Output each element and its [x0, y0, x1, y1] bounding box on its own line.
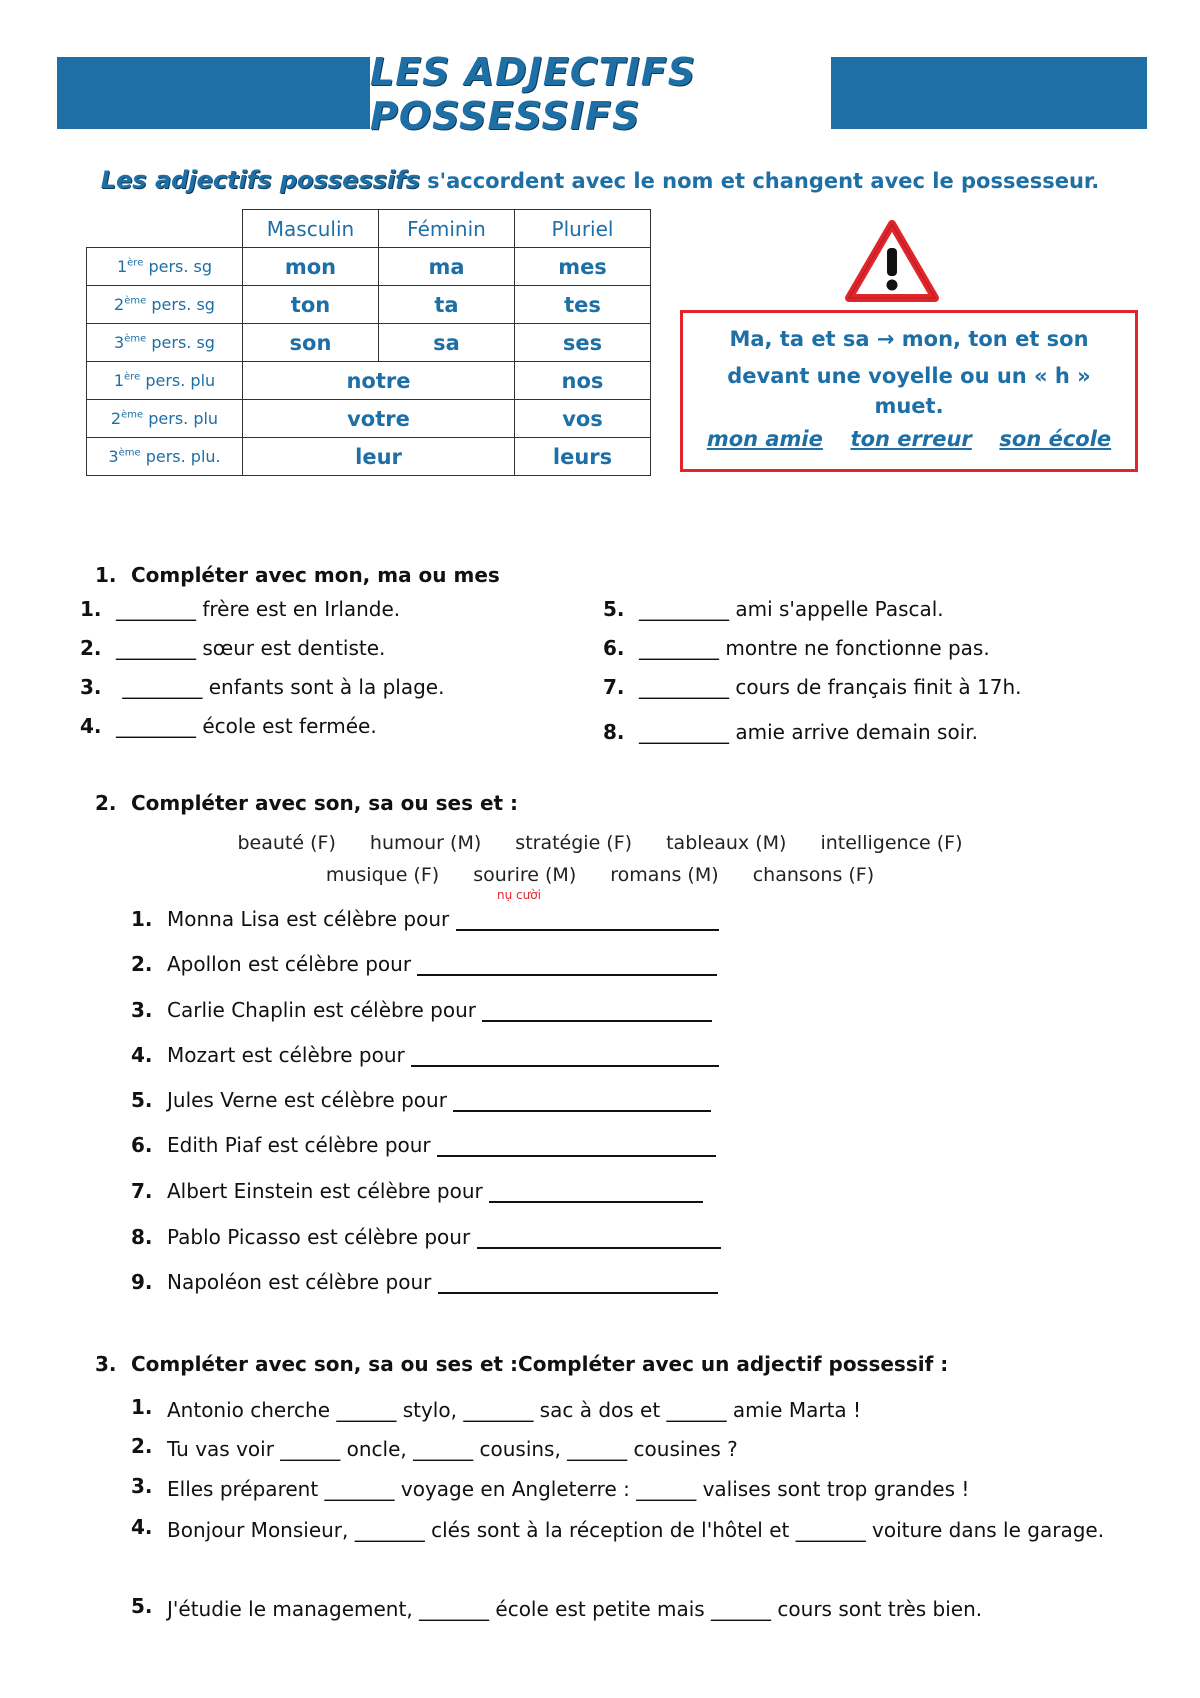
cell-fem: sa	[379, 324, 515, 362]
note-line-1: Ma, ta et sa → mon, ton et son	[729, 327, 1089, 351]
note-line-2: devant une voyelle ou un « h » muet.	[727, 364, 1091, 418]
intro-rest: s'accordent avec le nom et changent avec le possesseur.	[419, 169, 1100, 193]
header-masculin: Masculin	[243, 210, 379, 248]
answer-line[interactable]	[477, 1227, 721, 1249]
exercise-item: 2. ________ sœur est dentiste.	[80, 636, 386, 660]
exercise-item: 6. ________ montre ne fonctionne pas.	[603, 636, 990, 660]
answer-blank[interactable]: ________	[116, 675, 203, 699]
cell-masc: son	[243, 324, 379, 362]
exercise-item: 6. Edith Piaf est célèbre pour	[131, 1133, 716, 1157]
word-bank-item: beauté (F)	[237, 832, 336, 854]
note-example: mon amie	[706, 427, 823, 451]
cell-singular: votre	[243, 400, 515, 438]
word-bank-item: musique (F)	[325, 864, 440, 886]
answer-line[interactable]	[489, 1181, 703, 1203]
cell-plur: mes	[515, 248, 651, 286]
answer-line[interactable]	[437, 1135, 716, 1157]
exercise-item: 3. ________ enfants sont à la plage.	[80, 675, 445, 699]
cell-masc: mon	[243, 248, 379, 286]
word-bank-item: tableaux (M)	[666, 832, 787, 854]
table-row	[87, 362, 651, 400]
row-label: 3ème pers. sg	[87, 324, 243, 362]
answer-line[interactable]	[417, 954, 717, 976]
answer-blank[interactable]: ________	[639, 636, 719, 660]
section-1-title: 1. Compléter avec mon, ma ou mes	[95, 563, 500, 587]
exercise-item: 3. Elles préparent _______ voyage en Angleterre : ______ valises sont trop grandes !	[131, 1474, 970, 1501]
word-bank-item: sourire (M)	[473, 864, 577, 886]
answer-blank[interactable]: ________	[116, 597, 196, 621]
table-row	[87, 286, 651, 324]
row-label: 1ère pers. sg	[87, 248, 243, 286]
header-banner-left	[57, 57, 370, 129]
exercise-item: 5. Jules Verne est célèbre pour	[131, 1088, 711, 1112]
cell-plur: tes	[515, 286, 651, 324]
answer-blank[interactable]: ________	[116, 714, 196, 738]
answer-line[interactable]	[482, 1000, 712, 1022]
header-feminin: Féminin	[379, 210, 515, 248]
exercise-item: 5. _________ ami s'appelle Pascal.	[603, 597, 944, 621]
exercise-item: 3. Carlie Chaplin est célèbre pour	[131, 998, 712, 1022]
exercise-item: 4. Bonjour Monsieur, _______ clés sont à la réception de l'hôtel et _______ voiture dans le garage.	[131, 1515, 1105, 1542]
table-row	[87, 438, 651, 476]
cell-plur: vos	[515, 400, 651, 438]
exercise-item: 8. Pablo Picasso est célèbre pour	[131, 1225, 721, 1249]
cell-plur: ses	[515, 324, 651, 362]
cell-singular: notre	[243, 362, 515, 400]
header-pluriel: Pluriel	[515, 210, 651, 248]
exercise-item: 2. Apollon est célèbre pour	[131, 952, 717, 976]
exercise-item: 9. Napoléon est célèbre pour	[131, 1270, 718, 1294]
row-label: 2ème pers. sg	[87, 286, 243, 324]
word-bank-line-2	[0, 864, 1200, 886]
note-example: ton erreur	[850, 427, 972, 451]
exercise-item: 2. Tu vas voir ______ oncle, ______ cousins, ______ cousines ?	[131, 1434, 738, 1461]
cell-masc: ton	[243, 286, 379, 324]
exercise-item: 1. Monna Lisa est célèbre pour	[131, 907, 719, 931]
answer-line[interactable]	[453, 1090, 711, 1112]
note-example: son école	[999, 427, 1112, 451]
possessive-table	[86, 209, 651, 476]
cell-singular: leur	[243, 438, 515, 476]
cell-fem: ta	[379, 286, 515, 324]
word-bank-item: humour (M)	[369, 832, 482, 854]
row-label: 1ère pers. plu	[87, 362, 243, 400]
exercise-item: 7. Albert Einstein est célèbre pour	[131, 1179, 703, 1203]
cell-fem: ma	[379, 248, 515, 286]
table-corner	[87, 210, 243, 248]
exercise-item: 1. Antonio cherche ______ stylo, _______ sac à dos et ______ amie Marta !	[131, 1395, 862, 1422]
section-3-title: 3. Compléter avec son, sa ou ses et :Compléter avec un adjectif possessif :	[95, 1352, 949, 1376]
intro-strong: Les adjectifs possessifs	[100, 166, 420, 194]
cell-plur: leurs	[515, 438, 651, 476]
header-banner-right	[831, 57, 1147, 129]
answer-blank[interactable]: _________	[639, 675, 729, 699]
section-2-title: 2. Compléter avec son, sa ou ses et :	[95, 791, 519, 815]
answer-blank[interactable]: _________	[639, 597, 729, 621]
handwritten-annotation: nụ cười	[497, 888, 541, 902]
word-bank-item: stratégie (F)	[515, 832, 633, 854]
table-row	[87, 400, 651, 438]
exercise-item: 1. ________ frère est en Irlande.	[80, 597, 401, 621]
exercise-item: 7. _________ cours de français finit à 17h.	[603, 675, 1022, 699]
word-bank-line-1	[0, 832, 1200, 854]
table-row	[87, 248, 651, 286]
rule-note-box	[680, 310, 1138, 472]
answer-blank[interactable]: _________	[639, 720, 729, 744]
intro-sentence	[0, 166, 1200, 194]
warning-icon	[845, 220, 939, 304]
answer-blank[interactable]: ________	[116, 636, 196, 660]
exercise-item: 4. Mozart est célèbre pour	[131, 1043, 719, 1067]
exercise-item: 4. ________ école est fermée.	[80, 714, 377, 738]
cell-plur: nos	[515, 362, 651, 400]
note-examples	[683, 427, 1135, 451]
word-bank-item: romans (M)	[610, 864, 719, 886]
row-label: 2ème pers. plu	[87, 400, 243, 438]
exercise-item: 8. _________ amie arrive demain soir.	[603, 720, 979, 744]
exercise-item: 5. J'étudie le management, _______ école est petite mais ______ cours sont très bien.	[131, 1594, 983, 1621]
word-bank-item: chansons (F)	[752, 864, 875, 886]
answer-line[interactable]	[438, 1272, 718, 1294]
row-label: 3ème pers. plu.	[87, 438, 243, 476]
answer-line[interactable]	[411, 1045, 719, 1067]
table-row	[87, 324, 651, 362]
page-title: LES ADJECTIFS POSSESSIFS	[370, 50, 697, 138]
answer-line[interactable]	[456, 909, 719, 931]
word-bank-item: intelligence (F)	[820, 832, 963, 854]
